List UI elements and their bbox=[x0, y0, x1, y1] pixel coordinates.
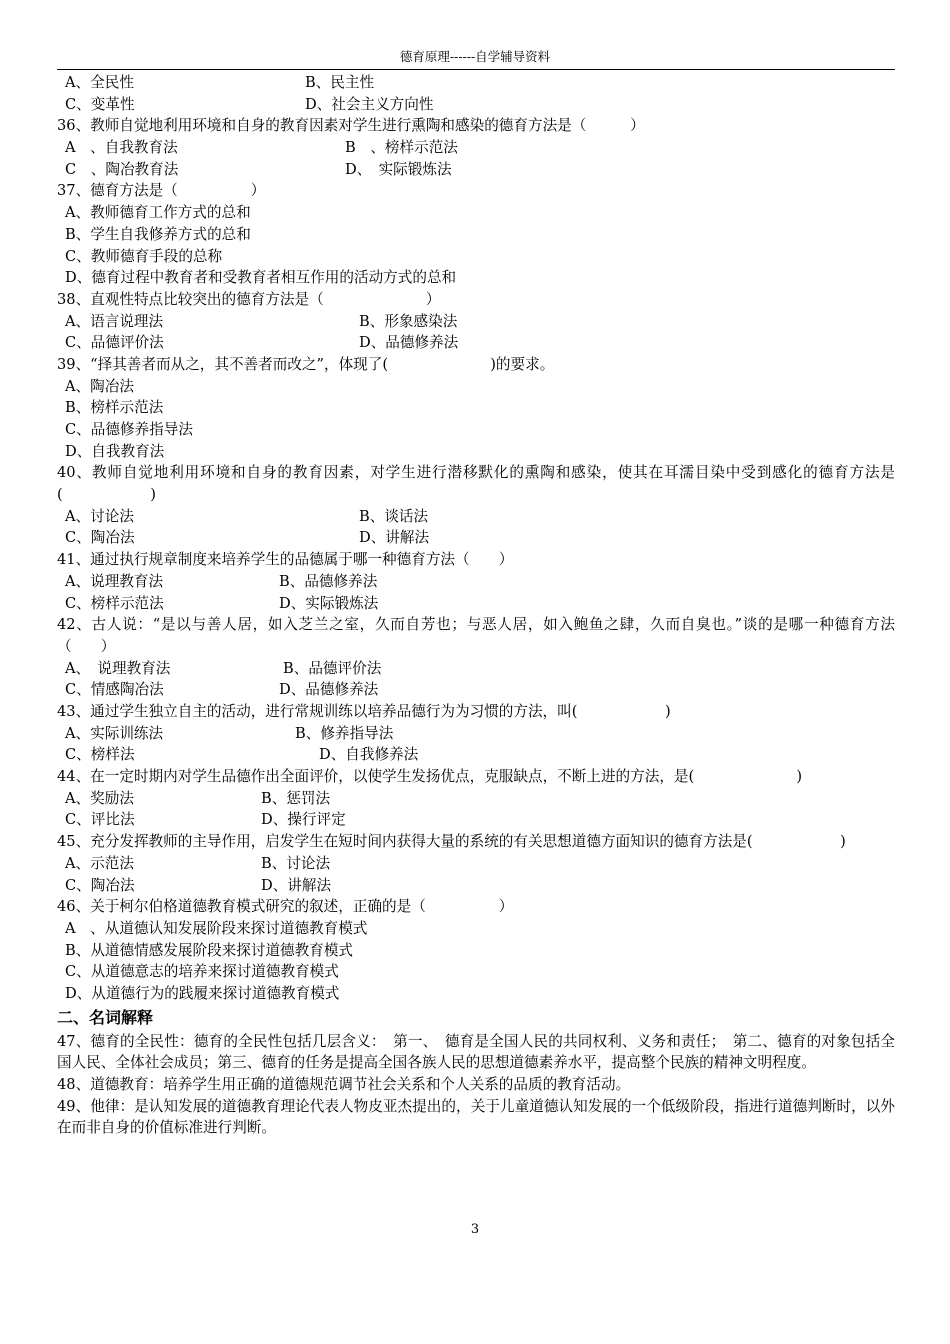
option-left: C、情感陶冶法 bbox=[65, 681, 164, 699]
option-left: A 、自我教育法 bbox=[65, 139, 178, 157]
option-left: C、品德评价法 bbox=[65, 334, 164, 352]
question-line: 43、通过学生独立自主的活动，进行常规训练以培养品德行为为习惯的方法，叫( ) bbox=[57, 703, 671, 720]
option-right: B、谈话法 bbox=[359, 507, 429, 525]
question-line: 48、道德教育：培养学生用正确的道德规范调节社会关系和个人关系的品质的教育活动。 bbox=[57, 1076, 631, 1094]
question-line: 38、直观性特点比较突出的德育方法是（ ） bbox=[57, 290, 441, 308]
question-line: 39、“择其善者而从之，其不善者而改之”，体现了( )的要求。 bbox=[57, 355, 555, 373]
option-row bbox=[57, 527, 895, 549]
question-line: 46、关于柯尔伯格道德教育模式研究的叙述，正确的是（ ） bbox=[57, 898, 514, 916]
question-line: 49、他律：是认知发展的道德教育理论代表人物皮亚杰提出的，关于儿童道德认知发展的一个低级阶段，指进行道德判断时，以外在而非自身的价值标准进行判断。 bbox=[57, 1097, 895, 1137]
question-line: 37、德育方法是（ ） bbox=[57, 182, 266, 200]
running-header: 德育原理------自学辅导资料 bbox=[399, 49, 551, 64]
option-right: D、自我修养法 bbox=[319, 746, 419, 764]
option-line: A、教师德育工作方式的总和 bbox=[65, 204, 251, 222]
page-number: 3 bbox=[470, 1222, 480, 1237]
option-right: D、社会主义方向性 bbox=[305, 95, 434, 113]
question-line: 45、充分发挥教师的主导作用，启发学生在短时间内获得大量的系统的有关思想道德方面知识的德育方法是( ) bbox=[57, 833, 846, 851]
document-body bbox=[57, 72, 895, 1139]
header-rule bbox=[57, 69, 895, 70]
option-line: D、德育过程中教育者和受教育者相互作用的活动方式的总和 bbox=[65, 269, 457, 287]
option-row bbox=[57, 332, 895, 354]
option-row bbox=[57, 94, 895, 116]
option-right: B、形象感染法 bbox=[359, 312, 458, 330]
option-right: D、讲解法 bbox=[261, 876, 332, 894]
option-row bbox=[57, 809, 895, 831]
question-line: 47、德育的全民性：德育的全民性包括几层含义： 第一、 德育是全国人民的共同权利、义务和责任； 第二、德育的对象包括全国人民、全体社会成员；第三、德育的任务是提高全国各族人民的思想道德素养水平，提高整个民族的精神文明程度。 bbox=[57, 1032, 895, 1072]
section-heading: 二、名词解释 bbox=[57, 1007, 154, 1027]
option-left: C、陶冶法 bbox=[65, 876, 135, 894]
option-left: A、实际训练法 bbox=[65, 724, 164, 742]
option-right: B、民主性 bbox=[305, 74, 375, 91]
option-row bbox=[57, 72, 895, 94]
option-left: C、评比法 bbox=[65, 811, 135, 829]
option-row bbox=[57, 788, 895, 810]
option-line: A、陶冶法 bbox=[65, 377, 134, 395]
option-right: D、品德修养法 bbox=[359, 334, 459, 352]
question-line: 40、教师自觉地利用环境和自身的教育因素，对学生进行潜移默化的熏陶和感染，使其在耳濡目染中受到感化的德育方法是( ) bbox=[57, 464, 895, 504]
option-left: A、 说理教育法 bbox=[65, 659, 171, 677]
option-row bbox=[57, 311, 895, 333]
option-line: C、从道德意志的培养来探讨道德教育模式 bbox=[65, 963, 339, 981]
option-right: B、品德评价法 bbox=[283, 659, 382, 677]
question-line: 36、教师自觉地利用环境和自身的教育因素对学生进行熏陶和感染的德育方法是（ ） bbox=[57, 117, 645, 135]
option-line: A 、从道德认知发展阶段来探讨道德教育模式 bbox=[65, 919, 368, 937]
option-left: A、讨论法 bbox=[65, 507, 134, 525]
option-line: B、从道德情感发展阶段来探讨道德教育模式 bbox=[65, 941, 354, 959]
option-row bbox=[57, 853, 895, 875]
option-left: C、榜样法 bbox=[65, 746, 135, 764]
option-left: C、榜样示范法 bbox=[65, 594, 164, 612]
option-left: A、示范法 bbox=[65, 854, 134, 872]
option-row bbox=[57, 159, 895, 181]
option-row bbox=[57, 506, 895, 528]
option-right: D、操行评定 bbox=[261, 811, 346, 829]
option-row bbox=[57, 571, 895, 593]
option-row bbox=[57, 658, 895, 680]
option-row bbox=[57, 723, 895, 745]
option-right: B、惩罚法 bbox=[261, 789, 331, 807]
option-line: C、教师德育手段的总称 bbox=[65, 247, 223, 265]
option-row bbox=[57, 679, 895, 701]
option-row bbox=[57, 744, 895, 766]
question-line: 42、古人说：“是以与善人居，如入芝兰之室，久而自芳也；与恶人居，如入鲍鱼之肆，久而自臭也。”谈的是哪一种德育方法（ ） bbox=[57, 616, 895, 655]
option-right: B、品德修养法 bbox=[279, 572, 378, 590]
option-left: A、全民性 bbox=[65, 74, 134, 91]
option-right: B 、榜样示范法 bbox=[345, 139, 458, 157]
option-line: C、品德修养指导法 bbox=[65, 421, 193, 438]
option-right: D、实际锻炼法 bbox=[279, 594, 379, 612]
option-left: A、语言说理法 bbox=[65, 312, 164, 330]
option-right: B、修养指导法 bbox=[295, 724, 394, 742]
option-row bbox=[57, 875, 895, 897]
option-left: C、陶冶法 bbox=[65, 529, 135, 547]
option-right: D、讲解法 bbox=[359, 529, 430, 547]
option-line: D、从道德行为的践履来探讨道德教育模式 bbox=[65, 984, 340, 1002]
option-row bbox=[57, 137, 895, 159]
option-line: B、学生自我修养方式的总和 bbox=[65, 225, 251, 243]
option-row bbox=[57, 593, 895, 615]
question-line: 44、在一定时期内对学生品德作出全面评价，以使学生发扬优点，克服缺点，不断上进的方法，是( ) bbox=[57, 768, 803, 786]
option-left: A、说理教育法 bbox=[65, 572, 164, 590]
option-left: C、变革性 bbox=[65, 95, 135, 113]
option-line: D、自我教育法 bbox=[65, 442, 165, 460]
question-line: 41、通过执行规章制度来培养学生的品德属于哪一种德育方法（ ） bbox=[57, 551, 514, 569]
option-right: D、 实际锻炼法 bbox=[345, 160, 452, 178]
option-right: D、品德修养法 bbox=[279, 681, 379, 699]
option-line: B、榜样示范法 bbox=[65, 399, 164, 417]
option-right: B、讨论法 bbox=[261, 854, 331, 872]
option-left: C 、陶冶教育法 bbox=[65, 160, 179, 178]
option-left: A、奖励法 bbox=[65, 789, 134, 807]
